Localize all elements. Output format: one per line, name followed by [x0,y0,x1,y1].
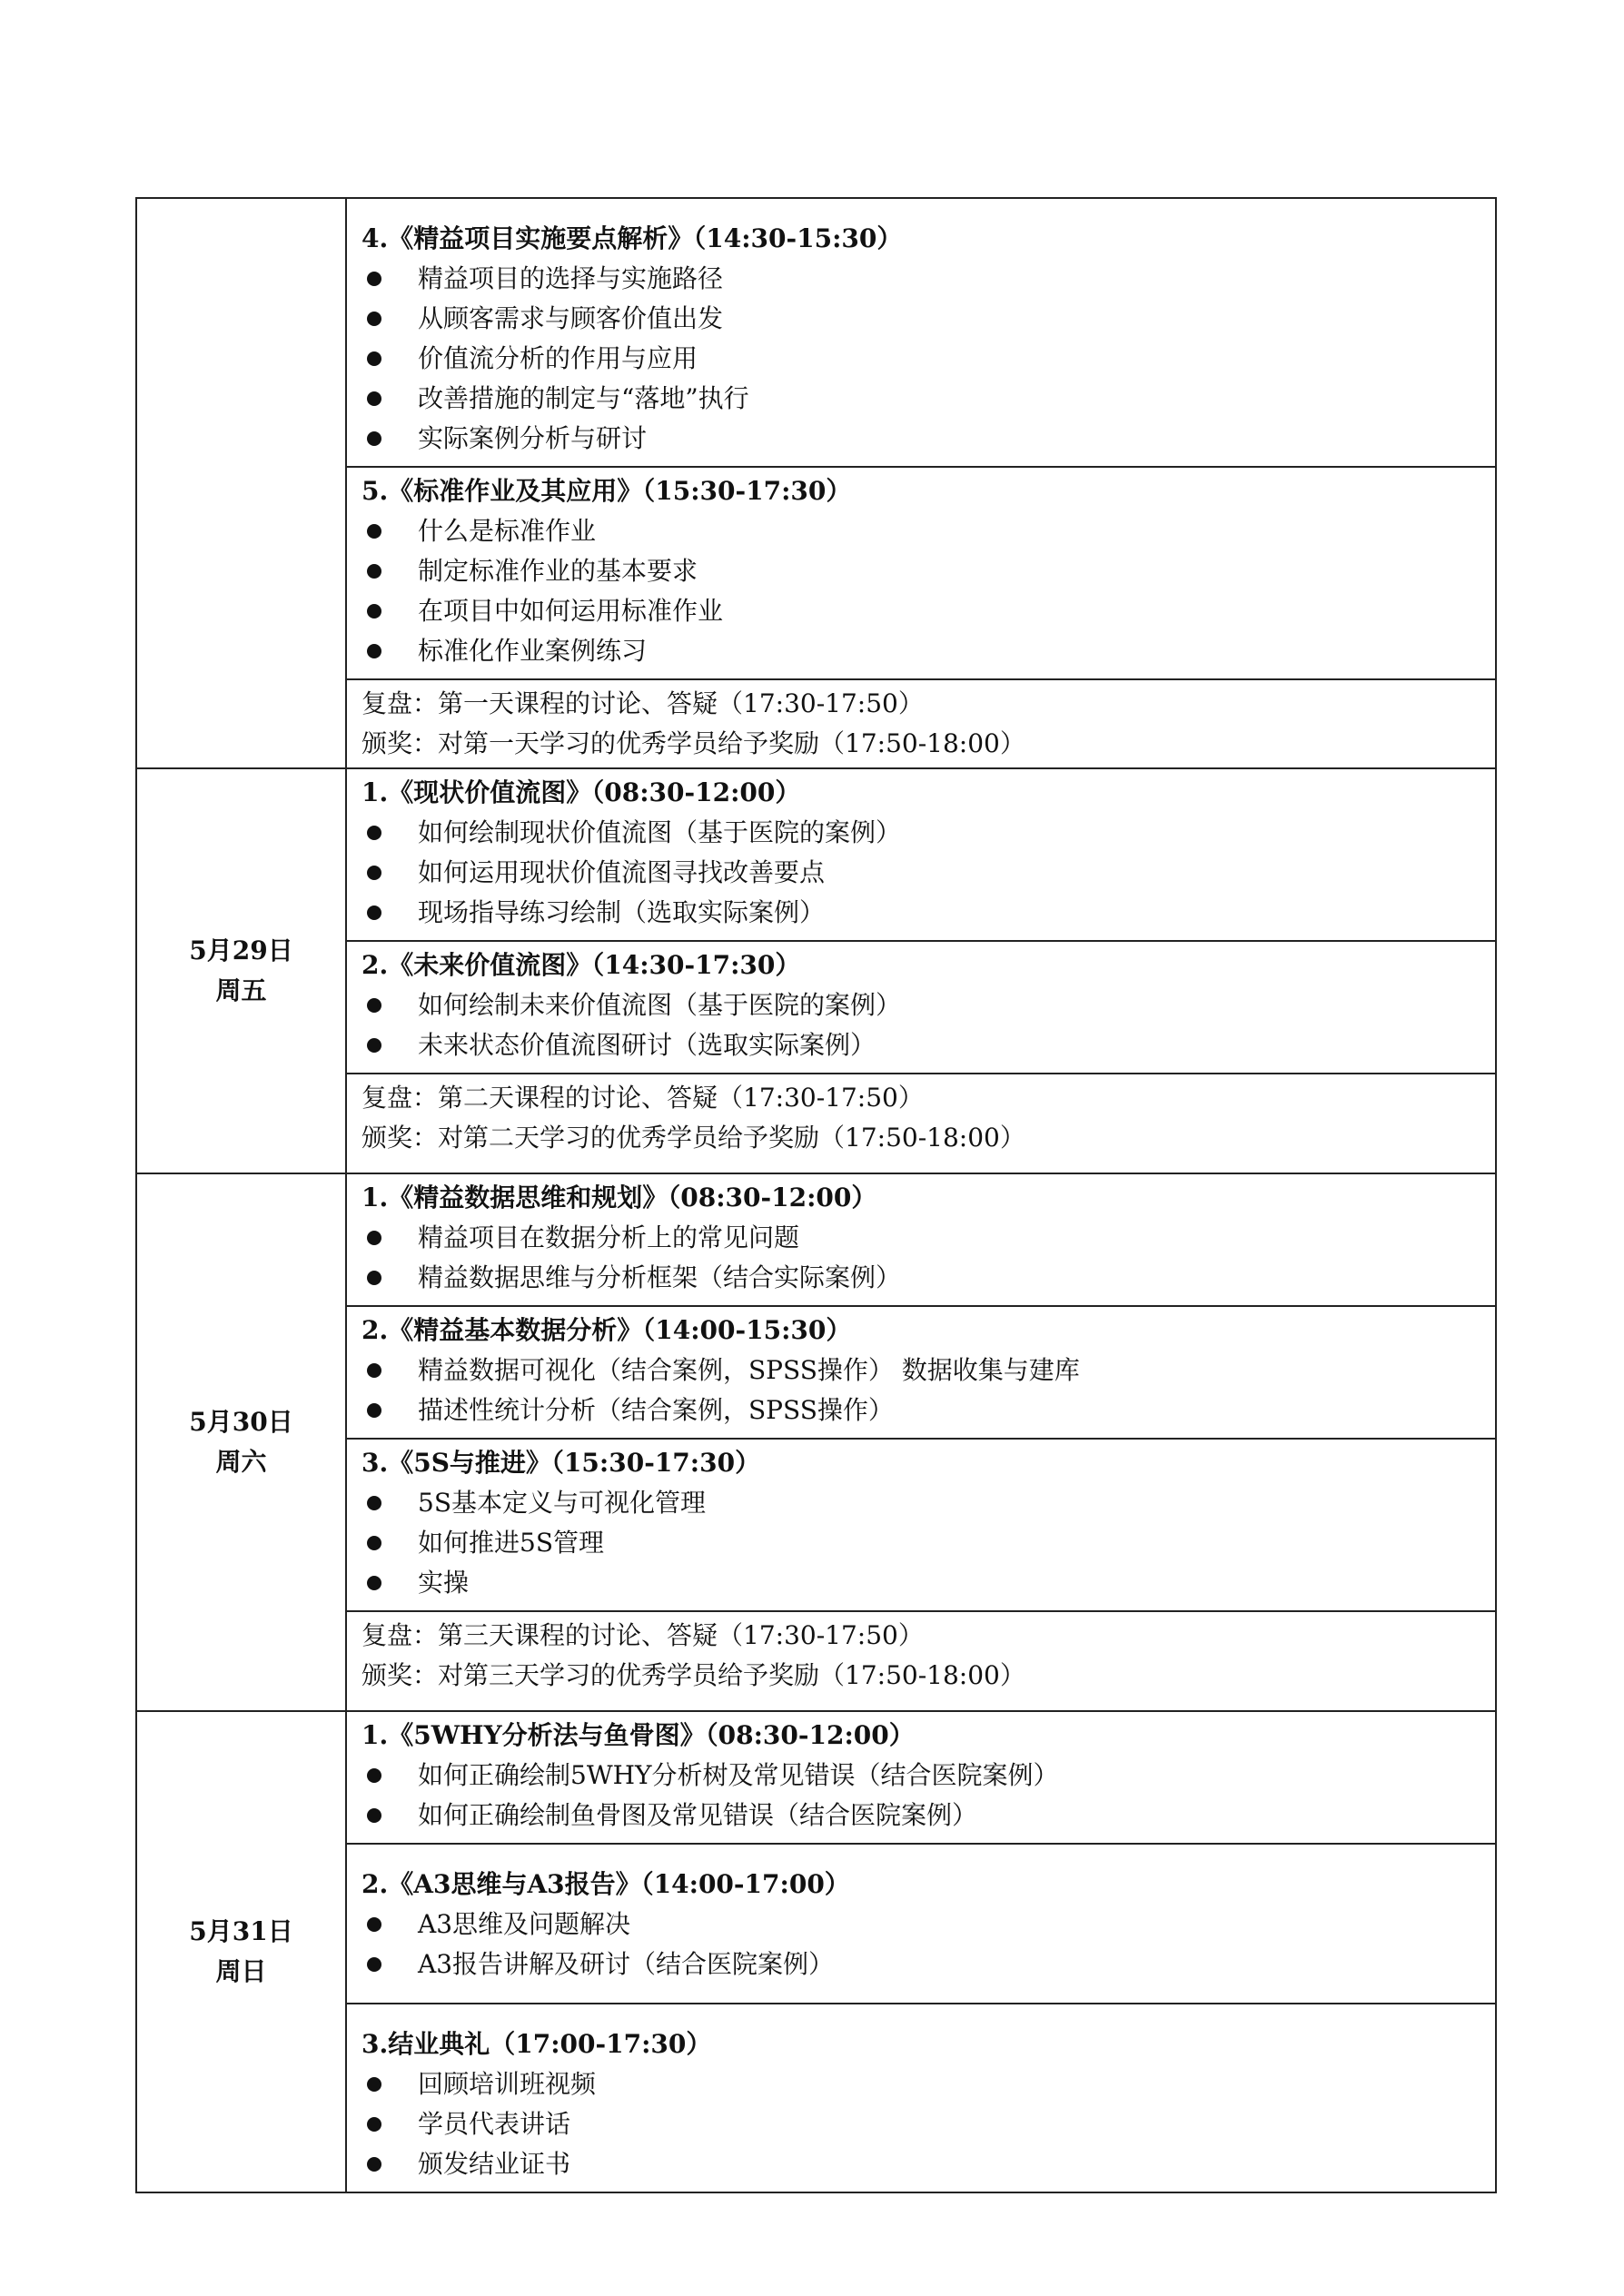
bullet-list [361,1351,1484,1430]
list-item-text: 精益数据思维与分析框架（结合实际案例） [418,1262,902,1292]
list-item [361,551,1484,591]
bullet-list [361,985,1484,1065]
review-text: 复盘：第三天课程的讨论、答疑（17:30-17:50） [361,1620,924,1650]
bullet-icon [367,604,381,619]
session-cell [346,768,1496,941]
list-item [361,1756,1484,1796]
session-cell [346,198,1496,467]
session-cell [346,1711,1496,1844]
weekday-label: 周日 [215,1956,267,1986]
bullet-icon [367,1038,381,1053]
list-item [361,591,1484,631]
bullet-icon [367,2117,381,2132]
bullet-list [361,1483,1484,1603]
list-item-text: A3报告讲解及研讨（结合医院案例） [418,1949,835,1979]
list-item-text: 精益项目的选择与实施路径 [418,263,724,293]
list-item-text: 如何正确绘制鱼骨图及常见错误（结合医院案例） [418,1800,978,1830]
list-item [361,813,1484,853]
bullet-list [361,1756,1484,1836]
session-title: 1.《精益数据思维和规划》（08:30-12:00） [361,1183,877,1212]
list-item-text: 颁发结业证书 [418,2149,571,2179]
summary-cell [346,1074,1496,1173]
list-item [361,1025,1484,1065]
date-label: 5月30日 [189,1407,293,1437]
schedule-row [136,1711,1496,1844]
bullet-icon [367,2077,381,2092]
list-item-text: 现场指导练习绘制（选取实际案例） [418,897,826,927]
session-title: 3.《5S与推进》（15:30-17:30） [361,1448,761,1478]
bullet-icon [367,1363,381,1378]
session-title: 3.结业典礼（17:00-17:30） [361,2029,712,2059]
list-item [361,853,1484,893]
list-item [361,985,1484,1025]
bullet-icon [367,1576,381,1590]
date-label: 5月29日 [189,935,293,965]
summary-cell [346,1611,1496,1711]
list-item-text: 标准化作业案例练习 [418,636,648,666]
list-item-text: 描述性统计分析（结合案例，SPSS操作） [418,1395,894,1425]
session-cell [346,1439,1496,1611]
bullet-icon [367,1231,381,1245]
session-title: 1.《5WHY分析法与鱼骨图》（08:30-12:00） [361,1720,915,1750]
schedule-table [135,197,1497,2193]
list-item [361,1945,1484,1984]
list-item-text: 什么是标准作业 [418,516,597,546]
bullet-list [361,511,1484,671]
session-title: 2.《A3思维与A3报告》（14:00-17:00） [361,1869,850,1899]
bullet-icon [367,1536,381,1550]
list-item-text: 如何运用现状价值流图寻找改善要点 [418,857,826,887]
session-title: 2.《未来价值流图》（14:30-17:30） [361,950,801,980]
list-item-text: A3思维及问题解决 [418,1909,631,1939]
date-cell [136,768,346,1173]
session-cell [346,941,1496,1074]
list-item [361,1905,1484,1945]
award-text: 颁奖：对第一天学习的优秀学员给予奖励（17:50-18:00） [361,728,1025,758]
session-cell [346,467,1496,679]
list-item-text: 回顾培训班视频 [418,2069,597,2099]
list-item-text: 在项目中如何运用标准作业 [418,596,724,626]
bullet-icon [367,2157,381,2172]
session-title: 1.《现状价值流图》（08:30-12:00） [361,777,801,807]
bullet-icon [367,866,381,880]
list-item-text: 未来状态价值流图研讨（选取实际案例） [418,1030,876,1060]
bullet-icon [367,1808,381,1823]
bullet-list [361,1905,1484,1984]
bullet-icon [367,431,381,446]
list-item [361,511,1484,551]
schedule-row [136,1173,1496,1306]
session-title: 5.《标准作业及其应用》（15:30-17:30） [361,476,852,506]
date-cell [136,1711,346,2192]
list-item [361,1523,1484,1563]
list-item-text: 如何绘制未来价值流图（基于医院的案例） [418,990,902,1020]
bullet-icon [367,826,381,840]
list-item [361,1390,1484,1430]
list-item-text: 如何推进5S管理 [418,1528,604,1558]
weekday-label: 周五 [215,975,267,1005]
bullet-icon [367,1496,381,1510]
bullet-list [361,2064,1484,2184]
award-text: 颁奖：对第二天学习的优秀学员给予奖励（17:50-18:00） [361,1123,1025,1153]
list-item-text: 价值流分析的作用与应用 [418,343,698,373]
bullet-list [361,1218,1484,1298]
list-item-text: 实操 [418,1568,470,1598]
schedule-row [136,768,1496,941]
bullet-icon [367,1403,381,1418]
list-item [361,2064,1484,2104]
list-item [361,299,1484,339]
session-cell [346,1844,1496,2004]
bullet-icon [367,998,381,1013]
review-text: 复盘：第二天课程的讨论、答疑（17:30-17:50） [361,1083,924,1113]
list-item [361,1218,1484,1258]
bullet-icon [367,1957,381,1972]
list-item-text: 如何正确绘制5WHY分析树及常见错误（结合医院案例） [418,1760,1059,1790]
list-item [361,1483,1484,1523]
list-item-text: 学员代表讲话 [418,2109,571,2139]
bullet-icon [367,564,381,579]
bullet-list [361,813,1484,933]
bullet-icon [367,524,381,539]
list-item-text: 改善措施的制定与“落地”执行 [418,383,749,413]
bullet-icon [367,272,381,286]
list-item [361,2144,1484,2184]
bullet-icon [367,644,381,658]
list-item [361,1258,1484,1298]
list-item [361,259,1484,299]
bullet-icon [367,1917,381,1932]
session-cell [346,2004,1496,2192]
session-cell [346,1173,1496,1306]
list-item-text: 从顾客需求与顾客价值出发 [418,303,724,333]
session-title: 4.《精益项目实施要点解析》（14:30-15:30） [361,223,903,253]
bullet-icon [367,1768,381,1783]
list-item [361,419,1484,459]
bullet-list [361,259,1484,459]
list-item-text: 实际案例分析与研讨 [418,423,648,453]
bullet-icon [367,391,381,406]
review-text: 复盘：第一天课程的讨论、答疑（17:30-17:50） [361,688,924,718]
list-item-text: 如何绘制现状价值流图（基于医院的案例） [418,817,902,847]
weekday-label: 周六 [215,1447,267,1477]
session-cell [346,1306,1496,1439]
date-label: 5月31日 [189,1916,293,1946]
bullet-icon [367,351,381,366]
list-item [361,631,1484,671]
bullet-icon [367,1271,381,1285]
list-item [361,1351,1484,1390]
list-item [361,1563,1484,1603]
award-text: 颁奖：对第三天学习的优秀学员给予奖励（17:50-18:00） [361,1660,1025,1690]
date-cell-empty [136,198,346,768]
bullet-icon [367,312,381,326]
schedule-row [136,198,1496,467]
list-item [361,1796,1484,1836]
list-item-text: 5S基本定义与可视化管理 [418,1488,706,1518]
list-item-text: 精益项目在数据分析上的常见问题 [418,1222,800,1252]
list-item [361,379,1484,419]
list-item [361,2104,1484,2144]
bullet-icon [367,906,381,920]
session-title: 2.《精益基本数据分析》（14:00-15:30） [361,1315,852,1345]
list-item-text: 制定标准作业的基本要求 [418,556,698,586]
list-item [361,339,1484,379]
summary-cell [346,679,1496,768]
list-item-text: 精益数据可视化（结合案例，SPSS操作） 数据收集与建库 [418,1355,1080,1385]
date-cell [136,1173,346,1711]
list-item [361,893,1484,933]
